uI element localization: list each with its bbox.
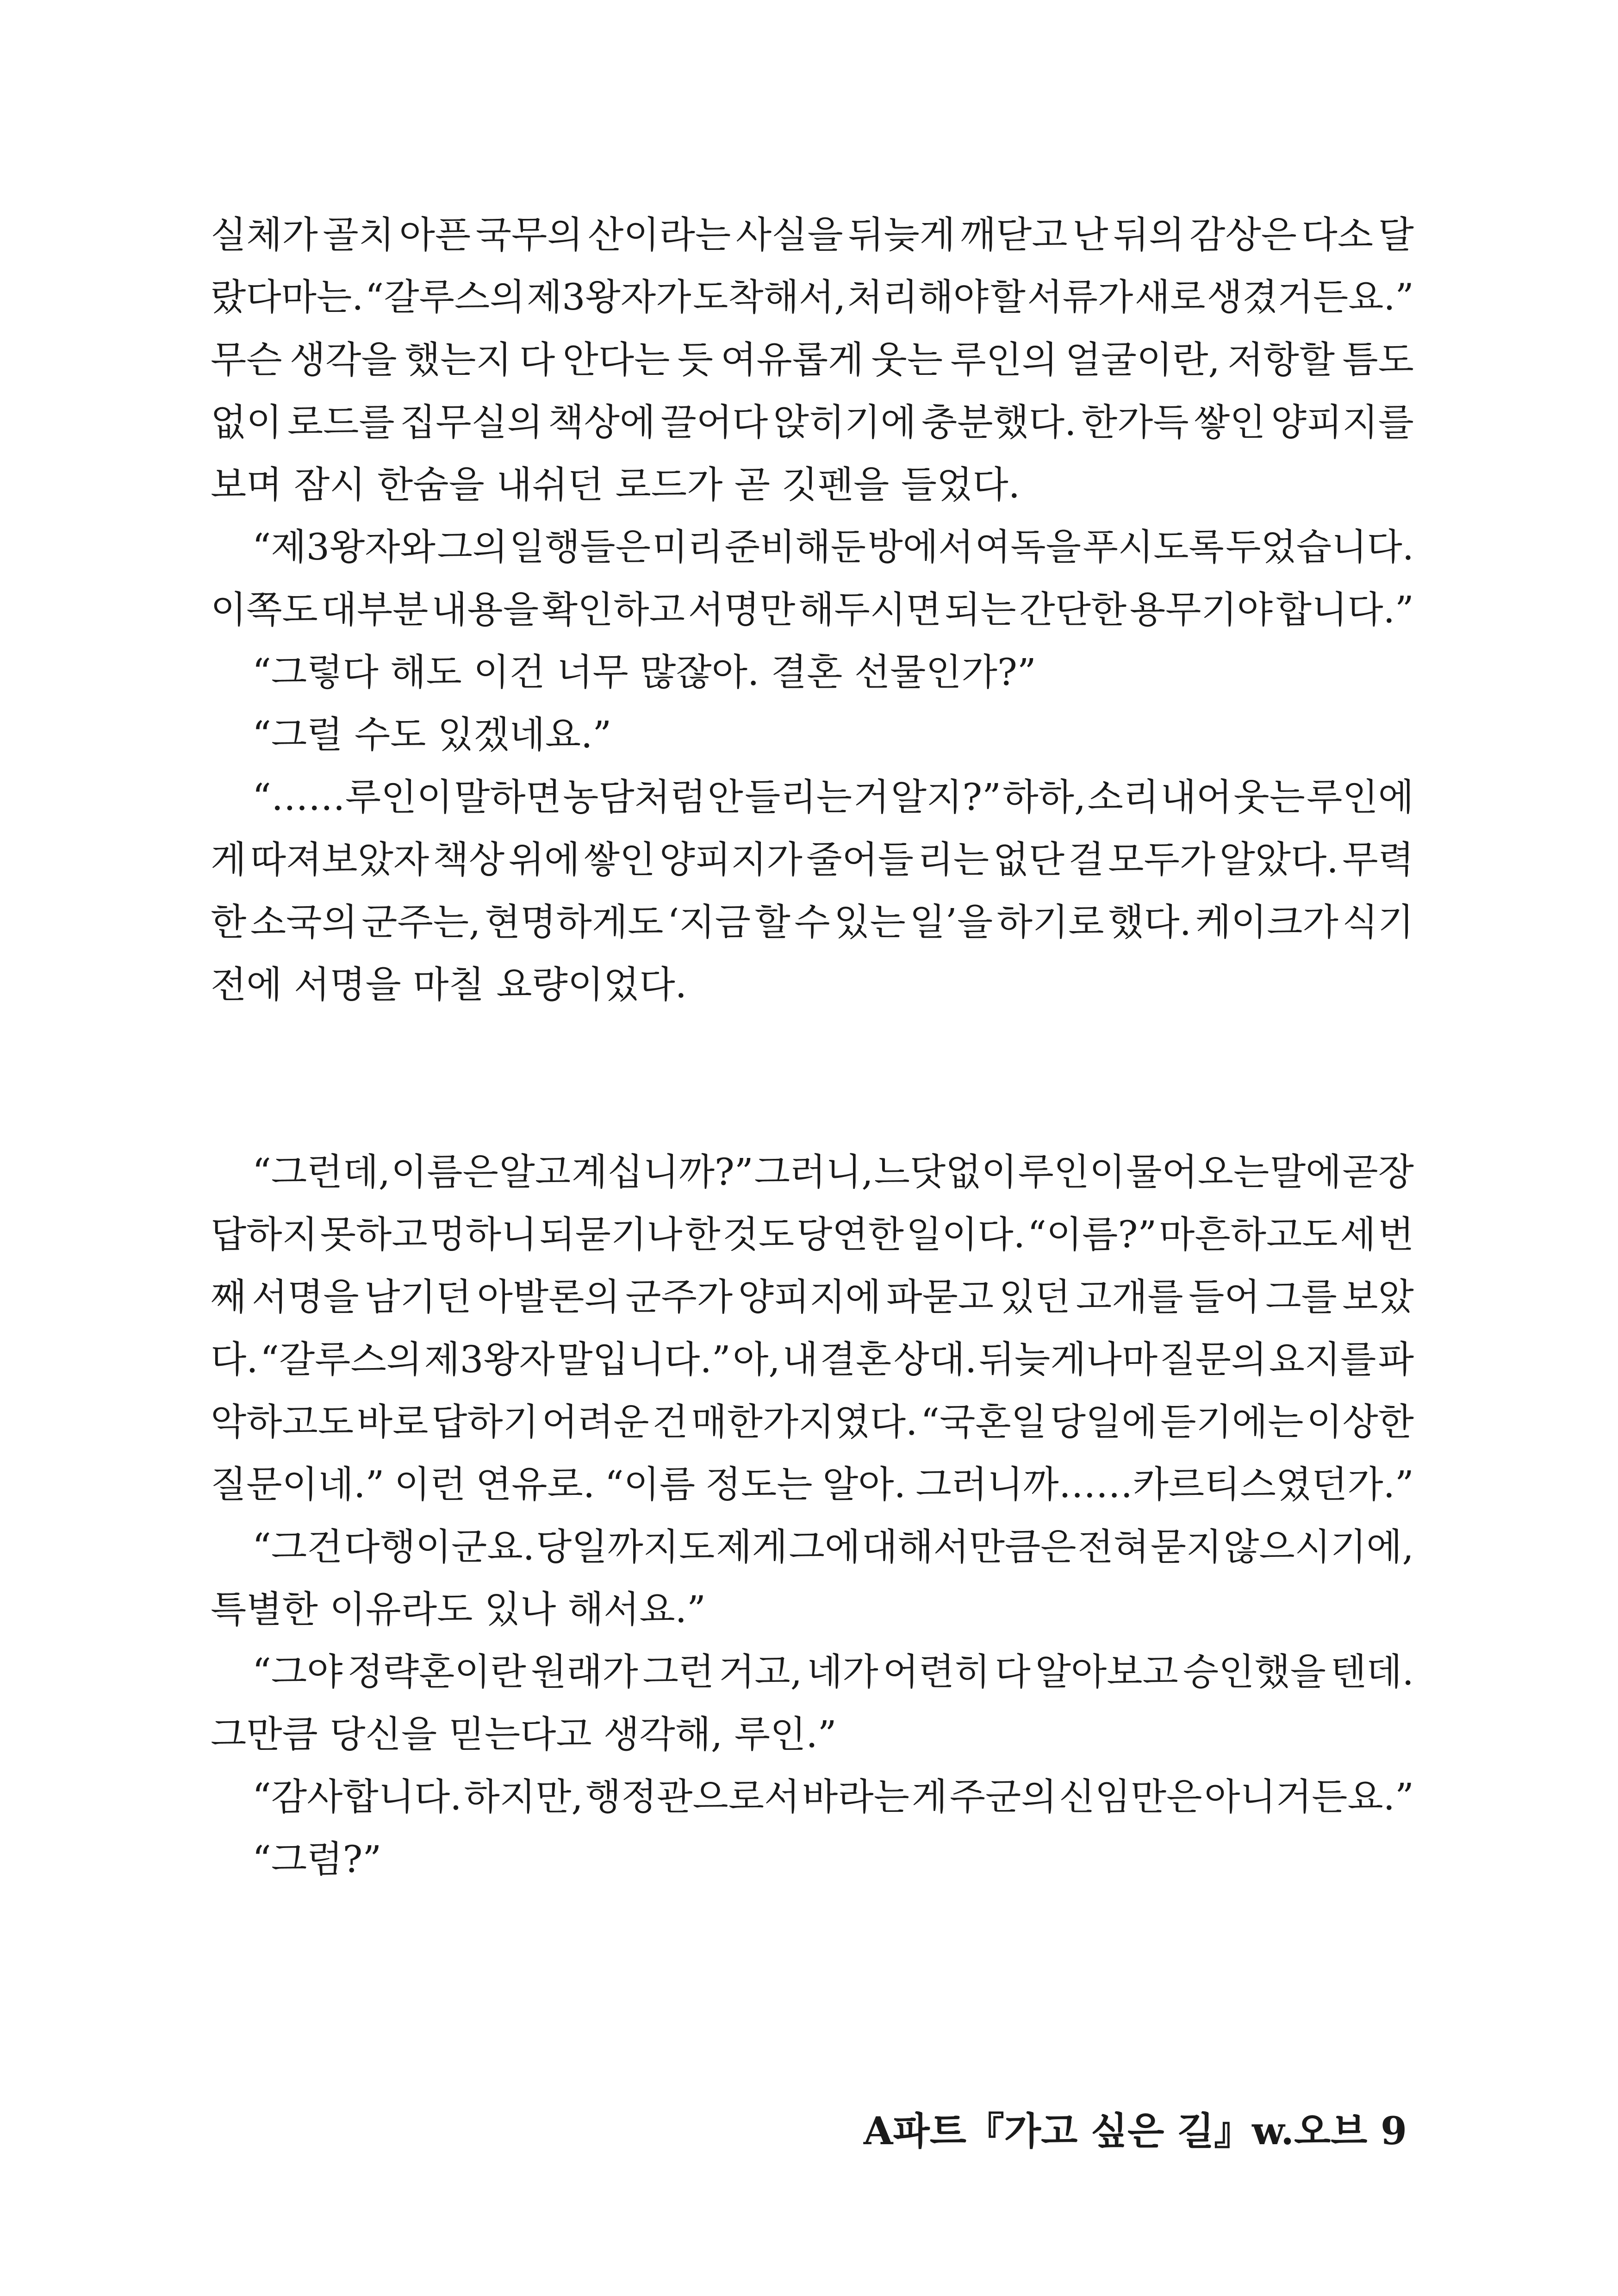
- word: 결혼: [820, 1338, 892, 1381]
- word: 새로: [1134, 276, 1206, 318]
- word: 생겼거든요.”: [1207, 276, 1414, 318]
- word: 다소: [1301, 213, 1374, 256]
- word: 계십니까?”: [571, 1151, 753, 1194]
- word: 내어: [1160, 776, 1232, 819]
- word: 서명만: [688, 588, 796, 631]
- section-1: [211, 204, 1414, 1016]
- word: 군주는,: [361, 901, 481, 944]
- word: 들어: [1189, 1276, 1260, 1319]
- word: “갈루스의: [260, 1338, 423, 1381]
- word: 네가: [807, 1650, 878, 1693]
- word: 말하면: [454, 776, 561, 819]
- word: 신임만은: [1059, 1775, 1202, 1818]
- word: 그를: [1265, 1276, 1337, 1319]
- word: 걸: [1068, 838, 1104, 881]
- word: 대부분: [321, 588, 429, 631]
- word: 제게: [716, 1525, 788, 1568]
- word: 웃는: [871, 338, 943, 381]
- word: 내: [782, 1338, 818, 1381]
- word: 거: [853, 776, 890, 819]
- word: 골치: [323, 213, 394, 256]
- text-line: [211, 703, 1414, 766]
- word: 충분했다.: [921, 401, 1077, 444]
- word: 로드를: [287, 401, 395, 444]
- word: 서류가: [1027, 276, 1133, 318]
- word: 번: [1378, 1213, 1414, 1256]
- word: 있는: [834, 901, 906, 944]
- word: 이상한: [1307, 1400, 1414, 1444]
- word: 다: [995, 1650, 1031, 1693]
- word: 거고,: [719, 1650, 803, 1693]
- text-line: [211, 891, 1414, 953]
- word: 정략혼이란: [347, 1650, 526, 1693]
- word: 그러니까……카르티스였던가.”: [915, 1463, 1414, 1506]
- word: 질문이네.”: [211, 1463, 385, 1506]
- word: 전혀: [1077, 1525, 1149, 1568]
- word: 식기: [1342, 901, 1414, 944]
- word: 수: [794, 901, 830, 944]
- word: 다행이군요.: [344, 1525, 535, 1568]
- word: 주군의: [949, 1775, 1057, 1818]
- word: 파: [1378, 1338, 1414, 1381]
- word: 난: [1072, 213, 1108, 256]
- word: 답하지: [211, 1213, 318, 1256]
- word: 저항할: [1227, 338, 1335, 381]
- word: 않으시기에,: [1223, 1525, 1414, 1568]
- word: 소리: [1087, 776, 1159, 819]
- word: 틈도: [1342, 338, 1414, 381]
- word: 게: [211, 838, 247, 881]
- word: ‘지금: [667, 901, 751, 944]
- text-line: [211, 1328, 1414, 1391]
- text-line: [211, 579, 1414, 641]
- word: 곧장: [1342, 1151, 1414, 1194]
- word: “국혼일: [921, 1400, 1047, 1444]
- text-line: [211, 1766, 1414, 1828]
- word: 못하고: [320, 1213, 428, 1256]
- section-2: [211, 1141, 1414, 1891]
- word: 랐다마는.: [211, 276, 364, 318]
- word: 할: [754, 901, 790, 944]
- word: 용무기야: [1129, 588, 1273, 631]
- word: 해두시면: [798, 588, 942, 631]
- word: 당일까지도: [535, 1525, 715, 1568]
- word: 일이다.: [906, 1213, 1026, 1256]
- word: 줄어들: [806, 838, 914, 881]
- word: 책상: [433, 838, 505, 881]
- word: 알아보고: [1035, 1650, 1178, 1693]
- word: 한가득: [1081, 401, 1189, 444]
- word: 산이라는: [588, 213, 731, 256]
- word: 묻지: [1150, 1525, 1222, 1568]
- line-text: 보며 잠시 한숨을 내쉬던 로드가 곧 깃펜을 들었다.: [211, 463, 1021, 506]
- word: 들리는: [745, 776, 852, 819]
- word: 그런: [642, 1650, 715, 1693]
- text-line: [211, 1141, 1414, 1203]
- word: 처리해야: [847, 276, 989, 318]
- word: “……루인이: [252, 776, 453, 819]
- word: 하하,: [1002, 776, 1086, 819]
- word: 리는: [917, 838, 989, 881]
- word: 연유로.: [475, 1463, 595, 1506]
- word: 했다.: [1108, 901, 1192, 944]
- text-line: [211, 828, 1414, 891]
- word: 여독을: [975, 526, 1081, 568]
- text-line: [211, 1703, 1414, 1766]
- word: 무슨: [211, 338, 282, 381]
- line-text: 그만큼 당신을 믿는다고 생각해, 루인.”: [211, 1713, 837, 1756]
- word: 한: [211, 901, 247, 944]
- word: 루인이: [1018, 1151, 1126, 1194]
- word: 승인했을: [1182, 1650, 1326, 1693]
- word: 감상은: [1189, 213, 1297, 256]
- word: 생각을: [289, 338, 397, 381]
- word: 서명을: [251, 1276, 359, 1319]
- word: “그런데,: [252, 1151, 391, 1194]
- word: 멍하니: [429, 1213, 537, 1256]
- word: 이름은: [391, 1151, 498, 1194]
- word: 할: [990, 276, 1026, 318]
- word: 일행들은: [509, 526, 651, 568]
- word: 건: [652, 1400, 688, 1444]
- word: 푸시도록: [1083, 526, 1224, 568]
- word: “갈루스의: [365, 276, 525, 318]
- word: “감사합니다.: [252, 1775, 462, 1818]
- word: “이름?”: [1027, 1213, 1157, 1256]
- text-line: [211, 1266, 1414, 1328]
- word: 어려운: [541, 1400, 649, 1444]
- word: 위에: [508, 838, 580, 881]
- word: 모두가: [1108, 838, 1216, 881]
- text-line: [211, 1391, 1414, 1453]
- word: 아니거든요.”: [1204, 1775, 1414, 1818]
- word: 루인에: [1307, 776, 1414, 819]
- word: 책상에: [548, 401, 656, 444]
- word: 그러니,: [754, 1151, 873, 1194]
- word: 악하고도: [211, 1400, 354, 1444]
- word: 쌓인: [1194, 401, 1266, 444]
- word: 무력: [1342, 838, 1414, 881]
- word: 다.: [211, 1338, 258, 1381]
- word: 바로: [356, 1400, 429, 1444]
- word: 되묻기나: [539, 1213, 683, 1256]
- word: “그건: [252, 1525, 343, 1568]
- word: 고개를: [1076, 1276, 1183, 1319]
- word: 대해서만큼은: [861, 1525, 1077, 1568]
- word: “그야: [252, 1650, 343, 1693]
- word: 당연한: [797, 1213, 904, 1256]
- word: 합니다.”: [1276, 588, 1414, 631]
- word: 확인하고: [541, 588, 685, 631]
- word: 째: [211, 1276, 247, 1319]
- word: 끌어다: [660, 401, 768, 444]
- word: 있던: [999, 1276, 1071, 1319]
- word: 준비해둔: [724, 526, 866, 568]
- text-line: [211, 641, 1414, 703]
- word: 뒤의: [1113, 213, 1185, 256]
- word: 농담처럼: [563, 776, 706, 819]
- word: 아픈: [399, 213, 471, 256]
- word: 이런: [394, 1463, 466, 1506]
- word: 안다는: [562, 338, 670, 381]
- word: 실체가: [211, 213, 318, 256]
- word: 바라는: [802, 1775, 909, 1818]
- word: 듣기에는: [1160, 1400, 1304, 1444]
- word: 느닷없이: [874, 1151, 1017, 1194]
- word: 마흔하고도: [1159, 1213, 1338, 1256]
- text-line: [211, 1453, 1414, 1516]
- word: 듯: [677, 338, 713, 381]
- text-line: [211, 329, 1414, 391]
- word: 알고: [499, 1151, 571, 1194]
- word: “제3왕자와: [252, 526, 436, 568]
- section-gap: [211, 1016, 1414, 1141]
- word: 말에: [1270, 1151, 1342, 1194]
- line-text: “그럴 수도 있겠네요.”: [252, 713, 612, 756]
- word: 원래가: [530, 1650, 638, 1693]
- word: 양피지에: [738, 1276, 881, 1319]
- word: 군주가: [625, 1276, 733, 1319]
- word: 간단한: [1019, 588, 1127, 631]
- word: 현명하게도: [485, 901, 664, 944]
- text-line: [211, 1516, 1414, 1578]
- word: 쌓인: [584, 838, 656, 881]
- word: 정도는: [705, 1463, 813, 1506]
- line-text: 특별한 이유라도 있나 해서요.”: [211, 1588, 706, 1631]
- word: 내용을: [431, 588, 539, 631]
- text-line: [211, 1578, 1414, 1641]
- word: 알아.: [822, 1463, 906, 1506]
- word: 아,: [733, 1338, 780, 1381]
- word: 세: [1340, 1213, 1376, 1256]
- word: 양피지를: [1270, 401, 1414, 444]
- word: 도착해서,: [692, 276, 846, 318]
- word: 그의: [437, 526, 508, 568]
- word: 알지?”: [890, 776, 1002, 819]
- word: 알았다.: [1219, 838, 1338, 881]
- text-line: [211, 1641, 1414, 1703]
- word: 집무실의: [399, 401, 543, 444]
- word: 하지만,: [464, 1775, 583, 1818]
- word: 그에: [789, 1525, 861, 1568]
- word: 제3왕자: [424, 1338, 555, 1381]
- word: 뒤늦게: [848, 213, 956, 256]
- line-text: 전에 서명을 마칠 요량이었다.: [211, 963, 687, 1006]
- word: 것도: [722, 1213, 795, 1256]
- word: “이름: [604, 1463, 696, 1506]
- word: 남기던: [364, 1276, 472, 1319]
- word: 말입니다.”: [557, 1338, 731, 1381]
- word: 소국의: [250, 901, 358, 944]
- word: 이쪽도: [211, 588, 318, 631]
- word: 앉히기에: [773, 401, 916, 444]
- word: 행정관으로서: [585, 1775, 800, 1818]
- word: 국무의: [475, 213, 583, 256]
- word: 아발론의: [477, 1276, 620, 1319]
- word: 보았: [1342, 1276, 1414, 1319]
- word: 게: [911, 1775, 947, 1818]
- text-line: [211, 766, 1414, 828]
- word: 웃는: [1233, 776, 1305, 819]
- body-text: [211, 204, 1414, 1891]
- word: 사실을: [735, 213, 843, 256]
- word: 따져보았자: [250, 838, 429, 881]
- word: 양피지가: [659, 838, 803, 881]
- word: 달: [1378, 213, 1414, 256]
- text-line: [211, 516, 1414, 579]
- page-footer: A파트『가고 싶은 길』w.오브 9: [863, 2109, 1407, 2153]
- text-line: [211, 204, 1414, 266]
- word: 미리: [652, 526, 723, 568]
- text-line: [211, 1203, 1414, 1266]
- word: 파묻고: [886, 1276, 994, 1319]
- word: 답하기: [431, 1400, 539, 1444]
- word: 케이크가: [1195, 901, 1338, 944]
- line-text: “그럼?”: [252, 1838, 382, 1881]
- text-line: [211, 1828, 1414, 1891]
- word: 질문의: [1159, 1338, 1267, 1381]
- word: 없이: [211, 401, 282, 444]
- word: 텐데.: [1330, 1650, 1414, 1693]
- word: 매한가지였다.: [691, 1400, 918, 1444]
- word: 당일에: [1050, 1400, 1157, 1444]
- word: 요지를: [1269, 1338, 1376, 1381]
- word: 했는지: [404, 338, 512, 381]
- word: 안: [707, 776, 743, 819]
- word: 뒤늦게나마: [978, 1338, 1158, 1381]
- word: 어련히: [883, 1650, 990, 1693]
- word: 일’을: [909, 901, 993, 944]
- word: 여유롭게: [721, 338, 864, 381]
- word: 방에서: [867, 526, 974, 568]
- word: 하기로: [996, 901, 1104, 944]
- text-line: [211, 266, 1414, 329]
- text-line: [211, 454, 1414, 516]
- word: 상대.: [893, 1338, 977, 1381]
- word: 제3왕자가: [526, 276, 691, 318]
- text-line: [211, 391, 1414, 454]
- word: 없단: [993, 838, 1065, 881]
- word: 두었습니다.: [1226, 526, 1414, 568]
- word: 깨닫고: [960, 213, 1068, 256]
- word: 다: [519, 338, 555, 381]
- word: 한: [685, 1213, 721, 1256]
- word: 되는: [945, 588, 1016, 631]
- line-text: “그렇다 해도 이건 너무 많잖아. 결혼 선물인가?”: [252, 651, 1036, 694]
- text-line: [211, 953, 1414, 1016]
- word: 물어오는: [1126, 1151, 1270, 1194]
- word: 루인의: [950, 338, 1058, 381]
- word: 얼굴이란,: [1065, 338, 1220, 381]
